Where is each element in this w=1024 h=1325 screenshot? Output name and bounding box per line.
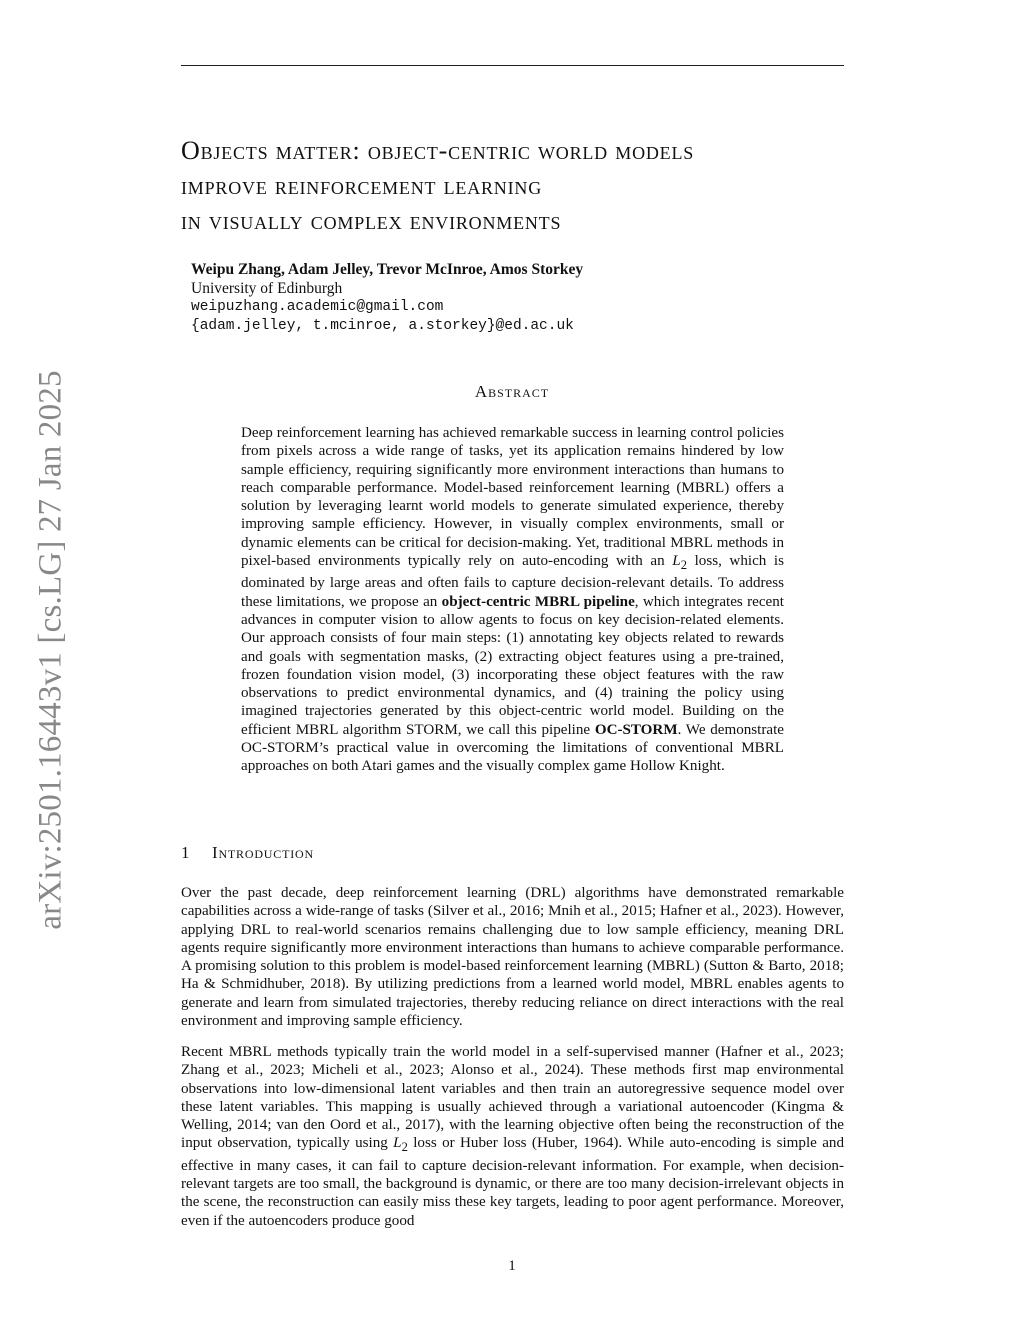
author-email-group[interactable]: {adam.jelley, t.mcinroe, a.storkey}@ed.ac.uk xyxy=(191,318,574,334)
intro-p2-text-1: Recent MBRL methods typically train the world model in a self-supervised manner (Hafner et al., 2023; Zhang et al., 2023; Micheli et al., 2023; Alonso et al., 2024). These methods first map environmental observations into low-dimensional latent variables and then train an autoregressive sequence model over these latent variables. This mapping is usually achieved through a variational autoencoder (Kingma & Welling, 2014; van den Oord et al., 2017), with the learning objective often being the reconstruction of the input observation, typically using xyxy=(181,1044,844,1152)
abstract-text-4: . We demonstrate OC-STORM’s practical value in overcoming the limitations of conventional MBRL approaches on both Atari games and the visually complex game Hollow Knight. xyxy=(241,721,784,775)
abstract-text-1: Deep reinforcement learning has achieved remarkable success in learning control policies from pixels across a wide range of tasks, yet its application remains hindered by low sample efficiency, requiring significantly more environment interactions than humans to reach comparable performance. Model-based reinforcement learning (MBRL) offers a solution by leveraging learnt world models to generate simulated experience, thereby improving sample efficiency. However, in visually complex environments, small or dynamic elements can be critical for decision-making. Yet, traditional MBRL methods in pixel-based environments typically rely on auto-encoding with an xyxy=(241,425,784,570)
title-line-2: improve reinforcement learning xyxy=(181,171,542,200)
math-subscript: 2 xyxy=(680,558,687,573)
intro-paragraph-2 xyxy=(181,1043,844,1230)
intro-paragraph-1: Over the past decade, deep reinforcement learning (DRL) algorithms have demonstrated remarkable capabilities across a wide-range of tasks (Silver et al., 2016; Mnih et al., 2015; Hafner et al., 2023). However, applying DRL to real-world scenarios remains challenging due to low sample efficiency, meaning DRL agents require significantly more environment interactions than humans to achieve comparable performance. A promising solution to this problem is model-based reinforcement learning (MBRL) (Sutton & Barto, 2018; Ha & Schmidhuber, 2018). By utilizing predictions from a learned world model, MBRL enables agents to generate and learn from simulated trajectories, thereby reducing reliance on direct interactions with the real environment and improving sample efficiency. xyxy=(181,885,844,1030)
abstract-text-2: loss, which is dominated by large areas and often fails to capture decision-relevant details. To address these limitations, we propose an xyxy=(241,553,784,610)
abstract-body xyxy=(241,424,784,776)
abstract-text-3: , which integrates recent advances in computer vision to allow agents to focus on key decision-related elements. Our approach consists of four main steps: (1) annotating key objects related to rewards and goals with segmentation masks, (2) extracting object features using a pre-trained, frozen foundation vision model, (3) incorporating these object features with the raw observations to predict environmental dynamics, and (4) training the policy using imagined trajectories generated by this object-centric world model. Building on the efficient MBRL algorithm STORM, we call this pipeline xyxy=(241,593,784,738)
header-rule xyxy=(181,65,844,66)
math-l-symbol-2: L xyxy=(393,1135,402,1152)
abstract-heading: Abstract xyxy=(474,382,550,401)
title-line-3: in visually complex environments xyxy=(181,206,562,235)
math-l-symbol: L xyxy=(672,553,681,570)
author-names: Weipu Zhang, Adam Jelley, Trevor McInroe, Amos Storkey xyxy=(191,261,584,278)
title-line-1: Objects matter: object-centric world models xyxy=(181,136,695,165)
abstract-bold-pipeline: object-centric MBRL pipeline xyxy=(441,593,635,610)
arxiv-identifier[interactable]: arXiv:2501.16443v1 [cs.LG] 27 Jan 2025 xyxy=(32,370,69,930)
page-number: 1 xyxy=(508,1258,516,1274)
section-heading-introduction xyxy=(181,843,314,863)
abstract-bold-ocstorm: OC-STORM xyxy=(594,721,678,738)
intro-p2-text-2: loss or Huber loss (Huber, 1964). While auto-encoding is simple and effective in many cases, it can fail to capture decision-relevant information. For example, when decision-relevant targets are too small, the background is dynamic, or there are too many decision-irrelevant objects in the scene, the reconstruction can easily miss these key targets, leading to poor agent performance. Moreover, even if the autoencoders produce good xyxy=(181,1135,844,1229)
math-subscript-2: 2 xyxy=(401,1140,408,1155)
author-affiliation: University of Edinburgh xyxy=(191,280,343,297)
author-email-primary[interactable]: weipuzhang.academic@gmail.com xyxy=(191,299,444,315)
paper-title xyxy=(181,133,881,238)
author-block xyxy=(191,260,583,336)
section-number: 1 xyxy=(181,843,191,862)
section-title: Introduction xyxy=(212,843,314,862)
